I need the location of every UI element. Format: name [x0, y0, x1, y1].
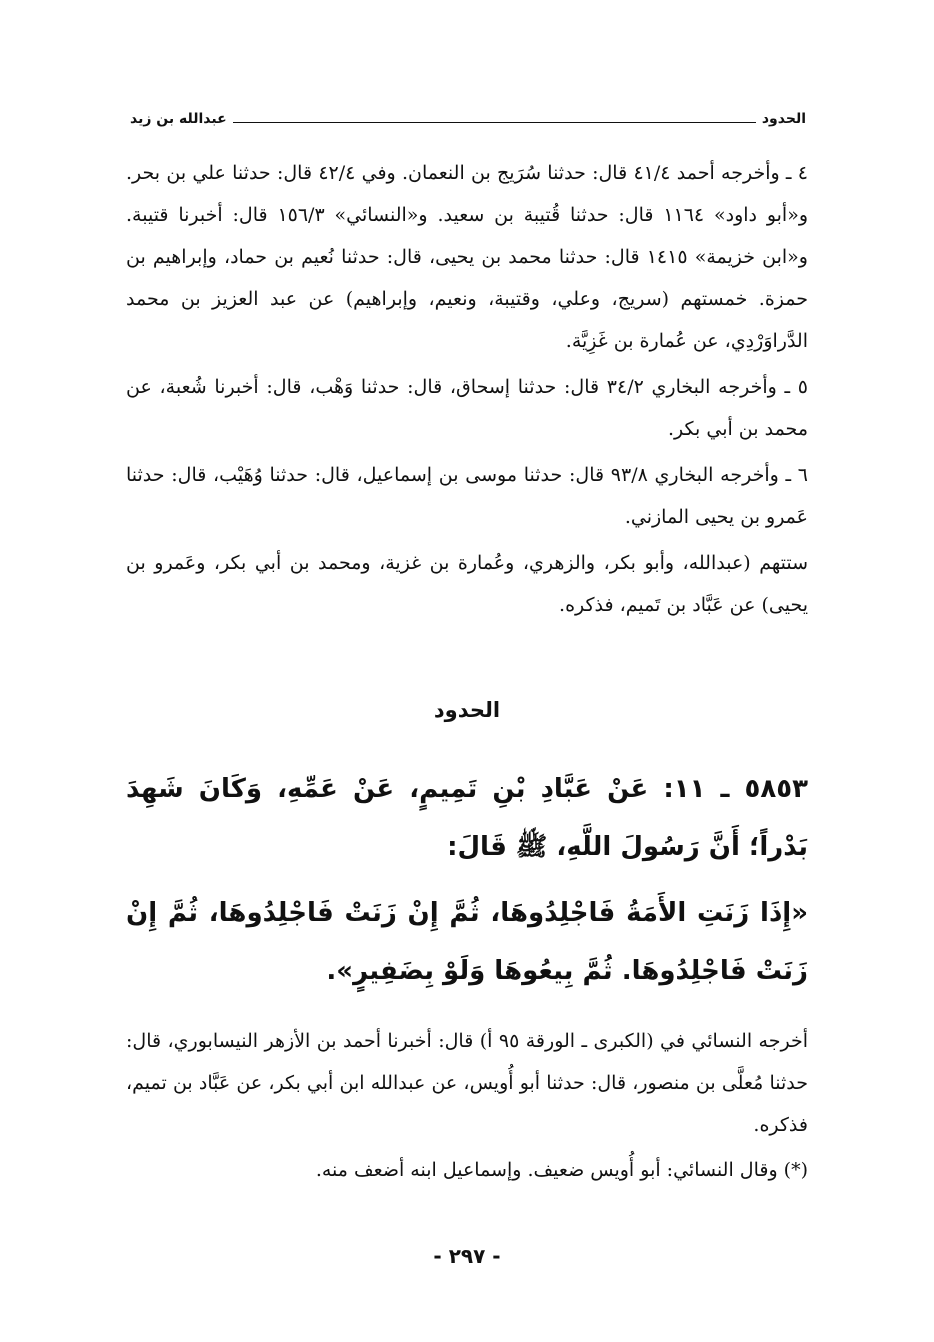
- chapter-title: الحدود: [433, 698, 501, 722]
- footnote: (*) وقال النسائي: أبو أُويس ضعيف. وإسماعيل ابنه أضعف منه.: [315, 1159, 808, 1181]
- running-header: [130, 100, 806, 128]
- hadith-takhrij: أخرجه النسائي في (الكبرى ـ الورقة ٩٥ أ) قال: أخبرنا أحمد بن الأزهر النيسابوري، قال: حدثنا مُعلَّى بن منصور، قال: حدثنا أبو أُويس، عن عبدالله ابن أبي بكر، عن عَبَّاد بن تميم، فذكره.: [126, 1030, 808, 1136]
- takhrij-note-6: ٦ ـ وأخرجه البخاري ٩٣/٨ قال: حدثنا موسى بن إسماعيل، قال: حدثنا وُهَيْب، قال: حدثنا عَمرو بن يحيى المازني.: [126, 464, 809, 528]
- takhrij-note-5: ٥ ـ وأخرجه البخاري ٣٤/٢ قال: حدثنا إسحاق، قال: حدثنا وَهْب، قال: أخبرنا شُعبة، عن محمد بن أبي بكر.: [126, 376, 808, 440]
- chapter-heading-block: [126, 698, 808, 722]
- hadith-block: [126, 760, 808, 1000]
- takhrij-block: [126, 1020, 808, 1190]
- page-number: - ٢٩٧ -: [433, 1244, 501, 1268]
- takhrij-summary: ستتهم (عبدالله، وأبو بكر، والزهري، وعُمارة بن غزية، ومحمد بن أبي بكر، وعَمرو بن يحيى) عن عَبَّاد بن تَميم، فذكره.: [126, 552, 808, 616]
- hadith-matn: «إِذَا زَنَتِ الأَمَةُ فَاجْلِدُوهَا، ثُمَّ إِنْ زَنَتْ فَاجْلِدُوهَا، ثُمَّ إِنْ زَنَتْ فَاجْلِدُوهَا. ثُمَّ بِيعُوهَا وَلَوْ بِضَفِيرٍ».: [126, 898, 808, 986]
- notes-block: [126, 152, 808, 626]
- header-section-title: الحدود: [761, 111, 806, 127]
- takhrij-note-4: ٤ ـ وأخرجه أحمد ٤١/٤ قال: حدثنا سُرَيج بن النعمان. وفي ٤٢/٤ قال: حدثنا علي بن بحر. و«أبو داود» ١١٦٤ قال: حدثنا قُتيبة بن سعيد. و«النسائي» ١٥٦/٣ قال: أخبرنا قتيبة. و«ابن خزيمة» ١٤١٥ قال: حدثنا محمد بن يحيى، قال: حدثنا نُعيم بن حماد، وإبراهيم بن حمزة. خمستهم (سريج، وعلي، وقتيبة، ونعيم، وإبراهيم) عن عبد العزيز بن محمد الدَّراوَرْدِي، عن عُمارة بن غَزِيَّة.: [126, 162, 809, 352]
- header-rule: [233, 122, 756, 123]
- header-author: عبدالله بن زيد: [130, 111, 227, 127]
- hadith-isnad: ٥٨٥٣ ـ ١١: عَنْ عَبَّادِ بْنِ تَمِيمٍ، عَنْ عَمِّهِ، وَكَانَ شَهِدَ بَدْراً؛ أَنَّ رَسُولَ اللَّهِ، ﷺ قَالَ:: [126, 774, 808, 862]
